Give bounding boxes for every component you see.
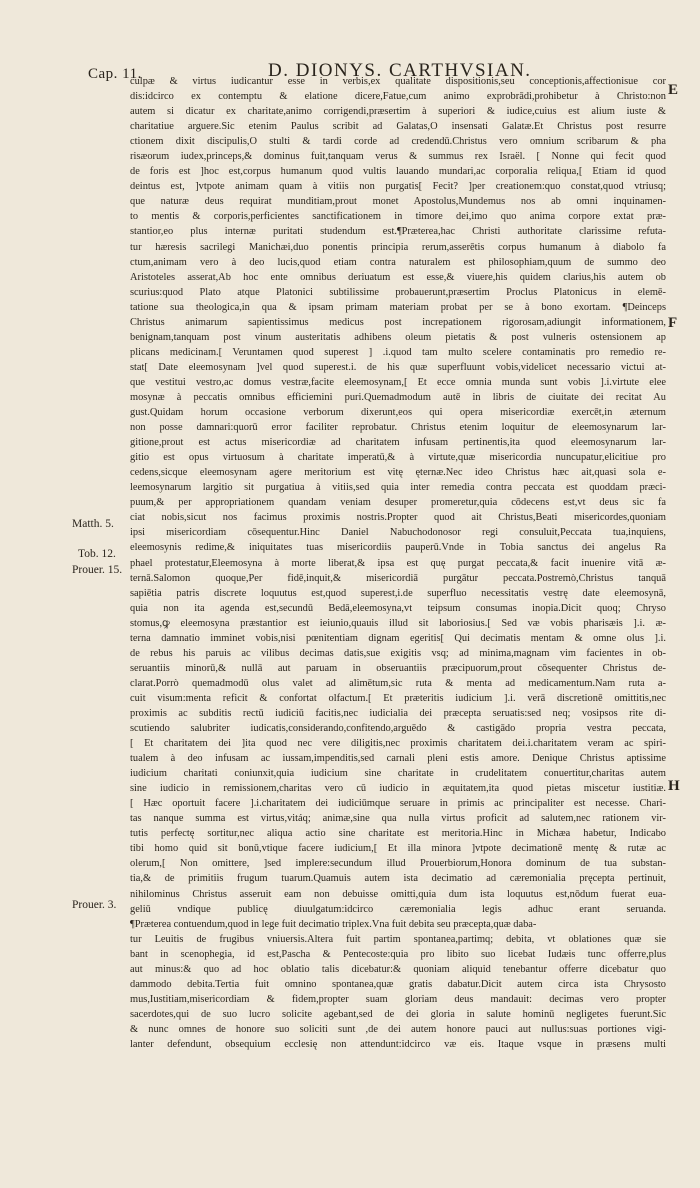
text-line: olerum,[ Non omittere, ]sed implere:secundum illud Prouerbiorum,Honora dominum de tua substan-	[130, 858, 666, 870]
text-line: tur Leuitis de frugibus vniuersis.Altera fuit partim spontanea,partimq; debita, vt oblationes quæ sie	[130, 933, 666, 945]
text-line: tia,& de primitiis frugum tuarum.Quamuis autem ista decimatio ad cæremonialia pręcepta pertinuit,	[130, 873, 666, 885]
text-line: de foris est ]hoc est,corpus humanum quod vultis lauando mundari,ac corporalia reliqua,[ Etiam id quod	[130, 166, 666, 178]
text-line: charitatiue arguere.Sic etenim Paulus scribit ad Galatas,O insensati Galatæ.Et Christus post resurre	[130, 121, 666, 133]
text-line: sacerdotes,qui de suo lucro solicite agebant,sed de dei gloria in salute hominū negligetes fuerunt.Sic	[130, 1008, 666, 1020]
text-line: to mentis & corporis,perficientes sanctificationem in timore dei,imo quo anima corpore extat præ-	[130, 211, 666, 223]
text-line: sapiētia patris discrete loquutus est,quod superest,i.de superfluo necessitatis vestrę date eleemosynā,	[130, 587, 666, 599]
text-line: stomus,ꝙ eleemosyna præstantior est ieiunio,quauis illud sit laboriosius.[ Sed væ vobis pharisæis ].i. æ-	[130, 617, 666, 629]
text-line: ternā.Salomon quoque,Per fidē,inquit,& misericordiā purgātur peccata.Postremò,Christus tanquā	[130, 572, 666, 584]
text-line: que vestitui vestro,ac domus vestræ,facite eleemosynam,[ Et ecce omnia munda sunt vobis ].i.virtute elee	[130, 376, 666, 388]
text-line: ¶Præterea contuendum,quod in lege fuit decimatio triplex.Vna fuit debita seu præcepta,quæ daba-	[130, 918, 537, 930]
text-line: plicans medicinam.[ Veruntamen quod superest ] .i.quod tam multo scelere contaminatis pro remedio re-	[130, 346, 666, 358]
margin-note-proverbs-3: Prouer. 3.	[72, 899, 117, 911]
body-text	[130, 74, 666, 1052]
text-line: ctum,animam vero à deo lucis,quod etiam contra naturalem est philosophiam,quum de summo deo	[130, 256, 666, 268]
text-line: nihilominus Christus asseruit eam non debuisse omitti,quia dum ista loquutus est,nōdum fuerat eua-	[130, 888, 666, 900]
text-line: Aristoteles asserat,Ab hoc ente omnibus deriuatum est esse,& viuere,his quidem clarius,his autem ob	[130, 271, 666, 283]
text-line: clarat.Porrò quemadmodū olus valet ad alimētum,sic ruta & menta ad medicamentum.Nam ruta a-	[130, 677, 666, 689]
text-line: dammodo debita.Tertia fuit omnino spontanea,quæ gratis dabatur.Dicit autem circa ista Chrysosto	[130, 978, 666, 990]
text-line: mosynæ à peccatis omnibus efficiemini puri.Quemadmodum autē in libris de ciuitate dei recitat Au	[130, 391, 666, 403]
section-letter-e: E	[668, 82, 679, 98]
text-line: bant in scenophegia, id est,Pascha & Pentecoste:quia pro libito suo licebat Iudæis tunc offerre,plus	[130, 948, 666, 960]
text-line: proximis ac subditis rectū iudiciū facitis,nec iudicialia dei præcepta seruatis:sed neq; vosipsos rite di-	[130, 707, 666, 719]
text-line: gitione,prout est actus misericordiæ ad charitatem infusam pertinentis,ita quod eleemosynarum lar-	[130, 437, 666, 449]
text-line: phael protestatur,Eleemosyna à morte liberat,& ipsa est quę purgat peccata,& facit inuenire vitā æ-	[130, 557, 666, 569]
text-line: scurius:quod Plato atque Platonici subtilissime probauerunt,præsertim Proclus Platonicus in elemē-	[130, 286, 666, 298]
text-line: iudicium charitati coniunxit,quia iudicium sine charitate in crudelitatem conuertitur,charitas autem	[130, 768, 666, 780]
text-line: Christus animarum sapientissimus medicus post increpationem rigorosam,adiungit informationem,	[130, 316, 666, 328]
text-line: sine iudicio in remissionem,charitas vero cū iudicio in æquitatem,ita quod pietas miscetur iustitiæ.	[130, 783, 666, 795]
text-line: geliū vndique publicę diuulgatum:idcirco cæremonialia legis adhuc erant seruanda.	[130, 903, 666, 915]
text-line: tutis perfectę sortitur,nec aliqua actio sine charitate est meritoria.Hinc in Michæa habetur, Indicabo	[130, 828, 666, 840]
text-line: puum,& per appropriationem quandam veniam desuper promeretur,quia cōdecens est,vt deus sic fa	[130, 497, 666, 509]
text-line: aut minus:& quo ad hoc oblatio talis dicebatur:& quoniam aliquid tenebantur offerre dicebatur quo	[130, 963, 666, 975]
text-line: ctionem dixit discipulis,O stulti & tardi corde ad credendū.Christus vero omnium scribarum & pha	[130, 136, 666, 148]
margin-note-tobit: Tob. 12.	[78, 548, 116, 560]
text-line: [ Hæc oportuit facere ].i.charitatem dei iudiciūmque seruare in primis ac principaliter est necesse. Chari-	[130, 798, 666, 810]
text-line: cedens,sicque eleemosynam agere meritorium est vitę ęternæ.Nec ideo Christus hæc ait,quasi sola e-	[130, 467, 666, 479]
text-line: mus,Iustitiam,misericordiam & fidem,propter suam gloriam deus mandauit: decimas vero propter	[130, 993, 666, 1005]
margin-note-proverbs-15: Prouer. 15.	[72, 564, 123, 576]
text-line: stat[ Date eleemosynam ]vel quod superest.i. de his quæ superfluunt vobis,videlicet necessario victui at-	[130, 361, 666, 373]
text-line: lanter defendunt, obsequium ecclesię non attendunt:idcirco væ eis. Itaque vsque in præsens multi	[130, 1039, 666, 1050]
text-line: cuit visum:menta reficit & confortat olfactum.[ Et præteritis iudicium ].i. verā discretionē omittitis,nec	[130, 692, 666, 704]
text-line: que naturæ deus requirat munditiam,prout monet Apostolus,Mundemus nos ab omni inquinamen-	[130, 196, 666, 208]
text-line: gitio est opus virtuosum à charitate imperatū,& à virtute,quæ misericordia nuncupatur,elicitiue pro	[130, 452, 666, 464]
text-line: scutiendo salubriter iudicatis,considerando,confitendo,arguēdo & castigādo propria vestra peccata,	[130, 723, 666, 735]
chapter-label: Cap. 11.	[88, 66, 142, 82]
section-letter-f: F	[668, 315, 678, 331]
text-line: eleemosynis redime,& iniquitates tuas misericordiis pauperū.Vnde in Tobia sanctus dei angelus Ra	[130, 542, 666, 554]
margin-note-matthew: Matth. 5.	[72, 518, 114, 530]
text-line: tualem à deo infusam ac iussam,impenditis,sed carnali pleni estis amore. Denique Christus aptissime	[130, 753, 666, 765]
text-line: & nunc omnes de honore suo soliciti sunt ,de dei autem honore pauci aut nullus:suas portiones vigi-	[130, 1023, 666, 1035]
text-line: stantior,eo plus internæ puritati studendum est.¶Præterea,hac Christi authoritate clarissime refuta-	[130, 226, 666, 238]
text-line: deintus est, ]vtpote animam quam à vitiis non purgatis[ Fecit? ]per creationem:quo constat,quod vtriusq;	[130, 181, 666, 193]
text-line: non posse damnari:quorū error faciliter reprobatur. Christus etenim loquitur de eleemosynarum lar-	[130, 422, 666, 434]
text-line: tibi homo quid sit bonū,vtique facere iudicium,[ Et illa minora ]vtpote decimationē mentę & rutæ ac	[130, 843, 666, 855]
section-letter-h: H	[668, 778, 680, 794]
text-line: leemosynarum largitio sit purgatiua à vitiis,sed quia inter remedia contra peccata est quoddam præci-	[130, 482, 666, 494]
text-line: autem si dicatur ex charitate,animo corrigendi,præsertim à superiori & iudice,cuius est alium iuste &	[130, 106, 666, 118]
text-line: ciat nobis,sicut nos facimus proximis nostris.Propter quod ait Christus,Beati misericordes,quoniam	[130, 512, 666, 524]
text-line: de rebus his paruis ac vilibus decimas datis,sue exigitis vsq; ad minima,magnam vim facientes in ob-	[130, 647, 666, 659]
text-line: tur hæresis sacrilegi Manichæi,duo ponentis principia rerum,asserētis corpus humanum à diabolo fa	[130, 241, 666, 253]
text-line: seruantiis minorū,& nullā aut paruam in obseruantiis præcipuorum,prout cōsequenter Christus de-	[130, 662, 666, 674]
text-line: tatione sua theologica,in qua & ipsam primam materiam probat per se à bono exortam. ¶Deinceps	[130, 301, 666, 313]
text-line: risæorum iudex,princeps,& dominus fuit,tanquam verus & summus rex Israël. [ Nonne qui fecit quod	[130, 151, 666, 163]
text-line: [ Et charitatem dei ]ita quod nec vere diligitis,nec proximis charitatem dei.i.charitatem veram ac spiri-	[130, 738, 666, 750]
text-line: gust.Quidam horum occasione verborum dixerunt,eos qui opera misericordiæ exercēt,in æternum	[130, 407, 666, 419]
running-head: D. DIONYS. CARTHVSIAN.	[268, 60, 532, 81]
text-line: dis:idcirco ex contemptu & elatione dicere,Fatue,cum animo exprobrādi,prohibetur à Christo:non	[130, 91, 666, 103]
text-line: benignam,tanquam post vinum austeritatis adhibens oleum pietatis & post vulneris ostensionem ap	[130, 331, 666, 343]
text-line: culpæ & virtus iudicantur esse in verbis,ex qualitate dispositionis,seu conceptionis,affectionisue cor	[130, 76, 666, 87]
text-line: tas nanque summa est virtus,vitáq; animæ,sine qua nulla virtus proficit ad salutem,nec rationem vir-	[130, 813, 666, 825]
text-line: terna damnatio imminet vobis,nisi pœnitentiam dignam egeritis[ Qui decimatis mentam & omne olus ].i.	[130, 632, 666, 644]
text-line: ipsi misericordiam cōsequentur.Hinc Daniel Nabuchodonosor regi consuluit,Peccata tua,inquiens,	[130, 527, 666, 539]
text-line: quia non ita agenda est,secundū Bedā,eleemosyna,vt teipsum consumas inopia.Dicit quoq; Chryso	[130, 602, 666, 614]
